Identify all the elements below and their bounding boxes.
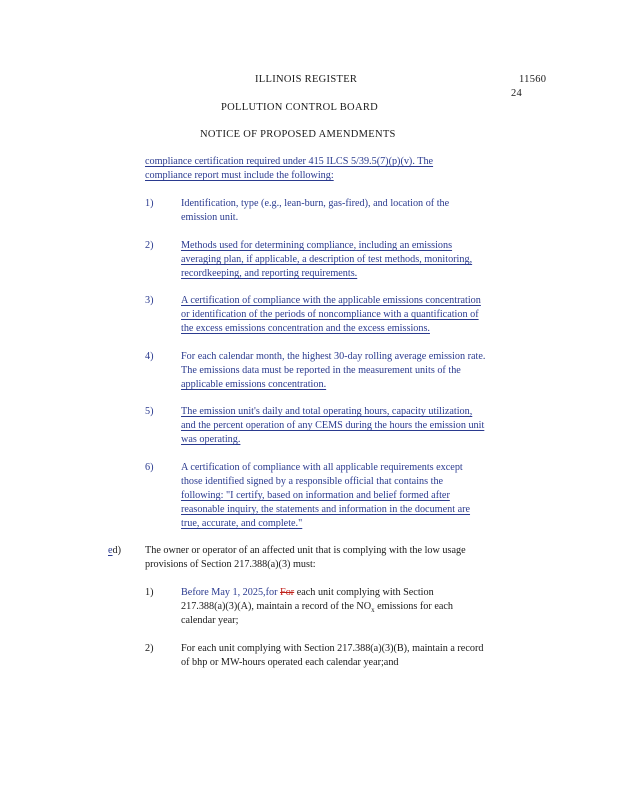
item-1-line-1: Identification, type (e.g., lean-burn, gas-fired), and location of the: [181, 198, 450, 209]
sub-item-1-line-3: calendar year;: [181, 615, 239, 626]
notice-title: NOTICE OF PROPOSED AMENDMENTS: [200, 129, 396, 140]
item-3-line-2: or identification of the periods of noncompliance with a quantification of: [181, 309, 479, 320]
item-4-line-2: The emissions data must be reported in the measurement units of the: [181, 365, 461, 376]
item-6-line-3: following: "I certify, based on information and belief formed after: [181, 490, 450, 501]
item-6-number: 6): [145, 462, 154, 473]
sub-item-1-line-2-text: 217.388(a)(3)(A), maintain a record of the NO: [181, 601, 372, 612]
item-6-line-1: A certification of compliance with all applicable requirements except: [181, 462, 463, 473]
sub-item-2-number: 2): [145, 643, 154, 654]
item-4-line-1: For each calendar month, the highest 30-day rolling average emission rate.: [181, 351, 486, 362]
item-5-number: 5): [145, 406, 154, 417]
item-6-line-4: reasonable inquiry, the statements and information in the document are: [181, 504, 471, 515]
item-2-line-3: recordkeeping, and reporting requirements.: [181, 268, 358, 279]
section-e-line-1: The owner or operator of an affected unit that is complying with the low usage: [145, 545, 466, 556]
item-1-line-2: emission unit.: [181, 212, 239, 223]
sub-item-1-line-1: [181, 586, 434, 600]
item-2-number: 2): [145, 240, 154, 251]
intro-line-2: compliance report must include the following:: [145, 170, 334, 181]
sub-item-1-line-2-rest: emissions for each: [377, 601, 453, 612]
item-2-line-1: Methods used for determining compliance, including an emissions: [181, 240, 453, 251]
sub-item-2-line-2: of bhp or MW-hours operated each calendar year;and: [181, 657, 399, 668]
register-title: ILLINOIS REGISTER: [255, 74, 358, 85]
sub-item-1-inserted-text: Before May 1, 2025,for: [181, 587, 278, 598]
sub-item-1-rest-text: each unit complying with Section: [296, 587, 434, 598]
page-number: 11560: [519, 74, 547, 85]
item-6-line-5: true, accurate, and complete.": [181, 518, 303, 529]
nox-subscript: x: [371, 606, 375, 615]
item-4-line-3: applicable emissions concentration.: [181, 379, 327, 390]
item-4-number: 4): [145, 351, 154, 362]
section-marker-rest: d): [112, 545, 122, 556]
sub-item-1-struck-text: For: [280, 587, 295, 598]
item-2-line-2: averaging plan, if applicable, a description of test methods, monitoring,: [181, 254, 473, 265]
section-marker-inserted: e: [108, 545, 113, 556]
board-title: POLLUTION CONTROL BOARD: [221, 102, 379, 113]
item-3-line-3: the excess emissions concentration and the excess emissions.: [181, 323, 430, 334]
sub-item-1-number: 1): [145, 587, 154, 598]
item-6-line-2: those identified signed by a responsible official that contains the: [181, 476, 444, 487]
sub-item-2-line-1: For each unit complying with Section 217.388(a)(3)(B), maintain a record: [181, 643, 484, 654]
intro-line-1: compliance certification required under 415 ILCS 5/39.5(7)(p)(v). The: [145, 156, 434, 167]
item-3-number: 3): [145, 295, 154, 306]
issue-number: 24: [511, 88, 523, 99]
item-5-line-2: and the percent operation of any CEMS during the hours the emission unit: [181, 420, 485, 431]
item-5-line-1: The emission unit's daily and total operating hours, capacity utilization,: [181, 406, 473, 417]
item-3-line-1: A certification of compliance with the applicable emissions concentration: [181, 295, 481, 306]
item-5-line-3: was operating.: [181, 434, 241, 445]
item-1-number: 1): [145, 198, 154, 209]
section-e-line-2: provisions of Section 217.388(a)(3) must:: [145, 559, 316, 570]
section-marker: [108, 544, 121, 558]
